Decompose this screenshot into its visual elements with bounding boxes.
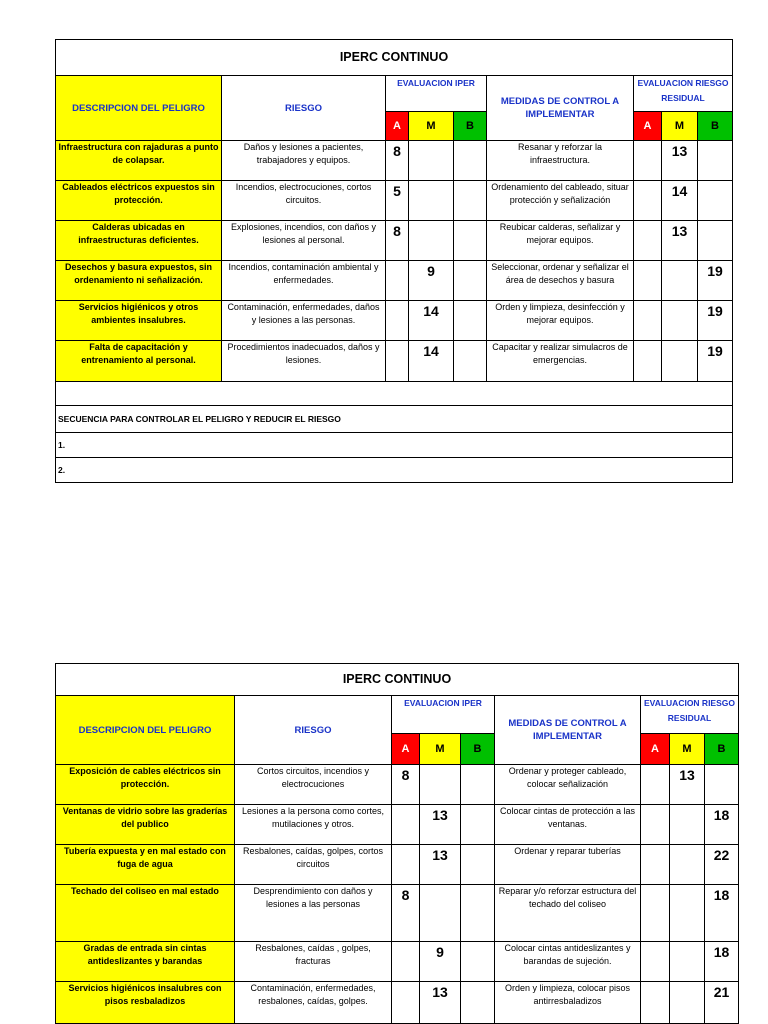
- score-m: 13: [420, 982, 461, 1024]
- control-header: MEDIDAS DE CONTROL A IMPLEMENTAR: [487, 76, 634, 141]
- residual-a: [634, 261, 662, 301]
- residual-a: [634, 141, 662, 181]
- table-title: IPERC CONTINUO: [56, 664, 739, 696]
- table-row: [56, 885, 739, 942]
- score-a: [392, 982, 420, 1024]
- hazard-header: DESCRIPCION DEL PELIGRO: [56, 76, 222, 141]
- residual-a: [641, 942, 670, 982]
- sequence-title: SECUENCIA PARA CONTROLAR EL PELIGRO Y REDUCIR EL RIESGO: [56, 406, 733, 433]
- table-row: [56, 805, 739, 845]
- residual-b: 19: [698, 341, 733, 382]
- table-row: [56, 261, 733, 301]
- level-m-header: M: [420, 734, 461, 765]
- hazard-cell: Cableados eléctricos expuestos sin protección.: [56, 181, 222, 221]
- control-header: MEDIDAS DE CONTROL A IMPLEMENTAR: [495, 696, 641, 765]
- score-b: [454, 181, 487, 221]
- residual-a: [641, 982, 670, 1024]
- score-b: [454, 141, 487, 181]
- residual-b: 19: [698, 261, 733, 301]
- residual-m: [662, 301, 698, 341]
- score-b: [461, 765, 495, 805]
- iperc-table-1: [55, 39, 733, 483]
- level-b-header: B: [461, 734, 495, 765]
- residual-a: [641, 765, 670, 805]
- table-row: [56, 141, 733, 181]
- spacer-row: [56, 382, 733, 406]
- risk-cell: Resbalones, caídas , golpes, fracturas: [235, 942, 392, 982]
- residual-m: [662, 341, 698, 382]
- score-a: 8: [386, 221, 409, 261]
- table-row: [56, 942, 739, 982]
- control-cell: Colocar cintas de protección a las ventanas.: [495, 805, 641, 845]
- control-cell: Capacitar y realizar simulacros de emergencias.: [487, 341, 634, 382]
- control-cell: Ordenar y reparar tuberías: [495, 845, 641, 885]
- risk-cell: Contaminación, enfermedades, resbalones, caídas, golpes.: [235, 982, 392, 1024]
- residual-b: [698, 181, 733, 221]
- score-b: [461, 982, 495, 1024]
- table-row: [56, 765, 739, 805]
- residual-b: 21: [705, 982, 739, 1024]
- score-m: [409, 141, 454, 181]
- score-m: 13: [420, 805, 461, 845]
- control-cell: Orden y limpieza, colocar pisos antirresbaladizos: [495, 982, 641, 1024]
- residual-a: [634, 341, 662, 382]
- residual-b: 18: [705, 805, 739, 845]
- iper-eval-header: EVALUACION IPER: [386, 76, 487, 112]
- iperc-table-2: [55, 663, 739, 1024]
- score-a: [392, 805, 420, 845]
- risk-header: RIESGO: [222, 76, 386, 141]
- hazard-cell: Tubería expuesta y en mal estado con fuga de agua: [56, 845, 235, 885]
- level-b-header: B: [454, 112, 487, 141]
- residual-m-header: M: [662, 112, 698, 141]
- residual-a-header: A: [634, 112, 662, 141]
- residual-b: 22: [705, 845, 739, 885]
- residual-m: [670, 982, 705, 1024]
- residual-eval-header: EVALUACION RIESGO RESIDUAL: [641, 696, 739, 734]
- score-a: 5: [386, 181, 409, 221]
- score-b: [454, 221, 487, 261]
- risk-cell: Contaminación, enfermedades, daños y lesiones a las personas.: [222, 301, 386, 341]
- score-m: 9: [409, 261, 454, 301]
- score-m: [420, 765, 461, 805]
- residual-m: [670, 805, 705, 845]
- level-a-header: A: [392, 734, 420, 765]
- risk-cell: Incendios, electrocuciones, cortos circuitos.: [222, 181, 386, 221]
- table-row: [56, 341, 733, 382]
- residual-b: 18: [705, 885, 739, 942]
- score-a: 8: [386, 141, 409, 181]
- score-b: [461, 942, 495, 982]
- risk-cell: Cortos circuitos, incendios y electrocuciones: [235, 765, 392, 805]
- table-row: [56, 982, 739, 1024]
- residual-b: [705, 765, 739, 805]
- risk-header: RIESGO: [235, 696, 392, 765]
- residual-m: 13: [662, 221, 698, 261]
- risk-cell: Lesiones a la persona como cortes, mutilaciones y otros.: [235, 805, 392, 845]
- residual-b: [698, 221, 733, 261]
- risk-cell: Daños y lesiones a pacientes, trabajadores y equipos.: [222, 141, 386, 181]
- residual-m: 14: [662, 181, 698, 221]
- score-m: [420, 885, 461, 942]
- control-cell: Resanar y reforzar la infraestructura.: [487, 141, 634, 181]
- residual-m: [662, 261, 698, 301]
- table-row: [56, 181, 733, 221]
- score-b: [454, 261, 487, 301]
- table-row: [56, 845, 739, 885]
- risk-cell: Incendios, contaminación ambiental y enfermedades.: [222, 261, 386, 301]
- hazard-cell: Servicios higiénicos insalubres con pisos resbaladizos: [56, 982, 235, 1024]
- score-m: [409, 221, 454, 261]
- hazard-cell: Desechos y basura expuestos, sin ordenamiento ni señalización.: [56, 261, 222, 301]
- residual-b: 18: [705, 942, 739, 982]
- score-m: 14: [409, 301, 454, 341]
- residual-eval-header: EVALUACION RIESGO RESIDUAL: [634, 76, 733, 112]
- hazard-cell: Techado del coliseo en mal estado: [56, 885, 235, 942]
- score-b: [461, 805, 495, 845]
- residual-a: [634, 301, 662, 341]
- residual-m: [670, 885, 705, 942]
- score-a: [392, 942, 420, 982]
- score-a: 8: [392, 765, 420, 805]
- risk-cell: Procedimientos inadecuados, daños y lesiones.: [222, 341, 386, 382]
- residual-m: 13: [670, 765, 705, 805]
- control-cell: Ordenamiento del cableado, situar protección y señalización: [487, 181, 634, 221]
- control-cell: Colocar cintas antideslizantes y barandas de sujeción.: [495, 942, 641, 982]
- score-b: [461, 885, 495, 942]
- residual-a-header: A: [641, 734, 670, 765]
- table-row: [56, 221, 733, 261]
- risk-cell: Desprendimiento con daños y lesiones a las personas: [235, 885, 392, 942]
- residual-a: [641, 805, 670, 845]
- residual-b: 19: [698, 301, 733, 341]
- score-m: 14: [409, 341, 454, 382]
- residual-a: [641, 845, 670, 885]
- score-b: [454, 341, 487, 382]
- hazard-cell: Falta de capacitación y entrenamiento al personal.: [56, 341, 222, 382]
- residual-b-header: B: [698, 112, 733, 141]
- residual-m-header: M: [670, 734, 705, 765]
- control-cell: Reubicar calderas, señalizar y mejorar equipos.: [487, 221, 634, 261]
- hazard-cell: Calderas ubicadas en infraestructuras deficientes.: [56, 221, 222, 261]
- residual-b-header: B: [705, 734, 739, 765]
- risk-cell: Resbalones, caídas, golpes, cortos circuitos: [235, 845, 392, 885]
- sequence-item-2: 2.: [56, 458, 733, 483]
- score-m: [409, 181, 454, 221]
- score-b: [461, 845, 495, 885]
- residual-m: [670, 845, 705, 885]
- risk-cell: Explosiones, incendios, con daños y lesiones al personal.: [222, 221, 386, 261]
- score-a: [386, 261, 409, 301]
- control-cell: Orden y limpieza, desinfección y mejorar equipos.: [487, 301, 634, 341]
- residual-m: [670, 942, 705, 982]
- score-a: 8: [392, 885, 420, 942]
- hazard-cell: Servicios higiénicos y otros ambientes insalubres.: [56, 301, 222, 341]
- sequence-item-1: 1.: [56, 433, 733, 458]
- hazard-cell: Infraestructura con rajaduras a punto de colapsar.: [56, 141, 222, 181]
- residual-a: [634, 221, 662, 261]
- residual-b: [698, 141, 733, 181]
- score-a: [386, 341, 409, 382]
- table-row: [56, 301, 733, 341]
- residual-m: 13: [662, 141, 698, 181]
- hazard-cell: Gradas de entrada sin cintas antideslizantes y barandas: [56, 942, 235, 982]
- level-m-header: M: [409, 112, 454, 141]
- score-a: [386, 301, 409, 341]
- score-b: [454, 301, 487, 341]
- level-a-header: A: [386, 112, 409, 141]
- hazard-cell: Exposición de cables eléctricos sin protección.: [56, 765, 235, 805]
- residual-a: [641, 885, 670, 942]
- table-title: IPERC CONTINUO: [56, 40, 733, 76]
- hazard-header: DESCRIPCION DEL PELIGRO: [56, 696, 235, 765]
- iper-eval-header: EVALUACION IPER: [392, 696, 495, 734]
- control-cell: Seleccionar, ordenar y señalizar el área de desechos y basura: [487, 261, 634, 301]
- residual-a: [634, 181, 662, 221]
- score-a: [392, 845, 420, 885]
- score-m: 13: [420, 845, 461, 885]
- control-cell: Reparar y/o reforzar estructura del techado del coliseo: [495, 885, 641, 942]
- score-m: 9: [420, 942, 461, 982]
- hazard-cell: Ventanas de vidrio sobre las graderías del publico: [56, 805, 235, 845]
- control-cell: Ordenar y proteger cableado, colocar señalización: [495, 765, 641, 805]
